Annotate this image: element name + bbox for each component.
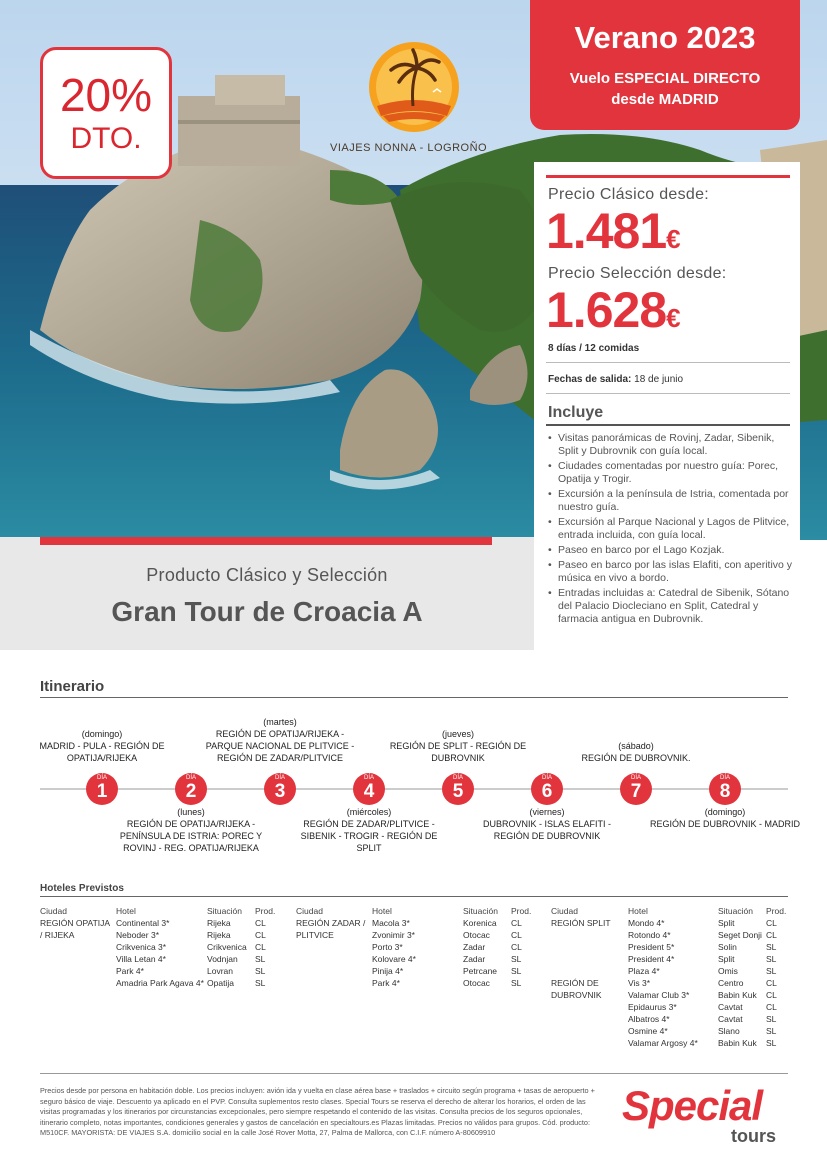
incluye-item: • Excursión al Parque Nacional y Lagos de Plitvice, entrada incluida, con guía local.: [548, 516, 793, 542]
day-7-weekday: (sábado): [618, 741, 654, 751]
itinerary-timeline: [40, 788, 788, 790]
price-seleccion: [546, 281, 680, 339]
hotels-group-3-location: Situación Split Seget Donji Solin Split Omis Centro Babin Kuk Cavtat Cavtat Slano Babin Kuk: [718, 906, 762, 1048]
departure-dates-value: 18 de junio: [634, 374, 684, 385]
title-band: [0, 537, 534, 650]
incluye-item: • Paseo en barco por las islas Elafiti, con aperitivo y música en vivo a bordo.: [548, 559, 793, 585]
day-8-route: REGIÓN DE DUBROVNIK - MADRID: [650, 819, 801, 829]
day-marker-8: DÍA 8: [709, 773, 741, 805]
hotels-group-1-city: Ciudad REGIÓN OPATIJA / RIJEKA: [40, 906, 110, 940]
agency-logo-icon: [367, 40, 461, 134]
brand-logo-tours: tours: [731, 1126, 776, 1146]
day-5-route: REGIÓN DE SPLIT - REGIÓN DE DUBROVNIK: [389, 741, 527, 763]
price-clasico: [546, 202, 680, 260]
day-4-route: REGIÓN DE ZADAR/PLITVICE - SIBENIK - TROGIR - REGIÓN DE SPLIT: [300, 819, 438, 853]
day-1-weekday: (domingo): [81, 729, 123, 739]
incluye-item: • Entradas incluidas a: Catedral de Sibenik, Sótano del Palacio Diocleciano en Split, Catedral y farmacia antigua en Dubrovnik.: [548, 587, 793, 626]
price-panel: [534, 162, 800, 650]
season-flight-line1: Vuelo ESPECIAL DIRECTO: [569, 70, 761, 87]
incluye-item: • Paseo en barco por el Lago Kozjak.: [548, 544, 793, 557]
day-3-route: REGIÓN DE OPATIJA/RIJEKA - PARQUE NACIONAL DE PLITVICE - REGIÓN DE ZADAR/PLITVICE: [205, 729, 355, 763]
hotels-group-1-product: Prod. CL CL CL SL SL SL: [255, 906, 276, 988]
departure-dates: [548, 374, 683, 385]
price-seleccion-value: 1.628: [546, 282, 667, 338]
day-6-info: [472, 806, 622, 842]
incluye-title: Incluye: [548, 404, 604, 421]
incluye-divider: [546, 424, 790, 426]
hotels-title: Hoteles Previstos: [40, 883, 124, 894]
day-2-info: [116, 806, 266, 854]
product-line: Producto Clásico y Selección: [146, 565, 388, 585]
discount-badge: [40, 47, 172, 179]
hotels-group-3-product: Prod. CL CL SL SL SL CL CL CL SL SL SL: [766, 906, 787, 1048]
day-marker-4: DÍA 4: [353, 773, 385, 805]
currency-symbol: €: [666, 303, 680, 333]
day-8-weekday: (domingo): [704, 807, 746, 817]
day-7-info: [561, 740, 711, 764]
brand-logo-special: Special: [622, 1082, 763, 1129]
tour-name: Gran Tour de Croacia A: [111, 596, 423, 627]
day-3-weekday: (martes): [263, 717, 297, 727]
footer-divider: [40, 1073, 788, 1074]
incluye-item: • Ciudades comentadas por nuestro guía: Porec, Opatija y Trogir.: [548, 460, 793, 486]
day-marker-2: DÍA 2: [175, 773, 207, 805]
day-4-weekday: (miércoles): [346, 807, 392, 817]
day-1-route: MADRID - PULA - REGIÓN DE OPATIJA/RIJEKA: [39, 741, 165, 763]
hotels-group-2-hotels: Hotel Macola 3* Zvonimir 3* Porto 3* Kolovare 4* Pinija 4* Park 4*: [372, 906, 416, 988]
day-5-info: [383, 728, 533, 764]
hotels-group-2-city: Ciudad REGIÓN ZADAR / PLITVICE: [296, 906, 366, 940]
itinerary-divider: [40, 697, 788, 698]
day-marker-5: DÍA 5: [442, 773, 474, 805]
day-8-info: [650, 806, 800, 830]
hotels-group-2-product: Prod. CL CL CL SL SL SL: [511, 906, 532, 988]
day-1-info: [27, 728, 177, 764]
day-marker-6: DÍA 6: [531, 773, 563, 805]
trip-duration: 8 días / 12 comidas: [548, 343, 640, 354]
day-2-weekday: (lunes): [177, 807, 205, 817]
price-clasico-label: Precio Clásico desde:: [548, 186, 710, 203]
discount-percent: 20%: [59, 69, 153, 121]
day-2-route: REGIÓN DE OPATIJA/RIJEKA - PENÍNSULA DE ISTRIA: POREC Y ROVINJ - REG. OPATIJA/RIJEKA: [119, 819, 263, 853]
price-seleccion-label: Precio Selección desde:: [548, 265, 727, 282]
incluye-item: • Visitas panorámicas de Rovinj, Zadar, Sibenik, Split y Dubrovnik con guía local.: [548, 432, 793, 458]
legal-text: Precios desde por persona en habitación doble. Los precios incluyen: avión ida y vuelta en clase aérea base + traslados + circuito según programa + tasas de aeropuerto + seguro básico de viaje. Descuento ya aplicado en el PVP. Consulta suplementos resto clases. Special Tours se reserva el derecho de alterar los horarios, el orden de las visitas programadas y los itinerarios por circunstancias excepcionales, pero siempre respetando el contenido de las visitas. Consulta precios de los seguros opcionales, itinerario completo, notas importantes, condiciones generales y gastos de cancelación en specialtours.es Plazas limitadas. Precios no válidos para grupos. Cód. producto: M510CF. MAYORISTA: DE VIAJES S.A. domicilio social en la calle José Rover Motta, 27, Palma de Mallorca, con C.I.F. número A-80609910: [40, 1086, 595, 1137]
day-3-info: [205, 716, 355, 764]
hotels-group-3-hotels: Hotel Mondo 4* Rotondo 4* President 5* President 4* Plaza 4* Vis 3* Valamar Club 3* Epidaurus 3* Albatros 4* Osmine 4* Valamar Argosy 4*: [628, 906, 698, 1048]
day-5-weekday: (jueves): [441, 729, 474, 739]
day-marker-3: DÍA 3: [264, 773, 296, 805]
day-4-info: [294, 806, 444, 854]
season-title: Verano 2023: [574, 20, 756, 55]
day-marker-7: DÍA 7: [620, 773, 652, 805]
day-6-route: DUBROVNIK - ISLAS ELAFITI - REGIÓN DE DUBROVNIK: [482, 819, 612, 841]
panel-divider: [546, 393, 790, 394]
agency-name: VIAJES NONNA - LOGROÑO: [330, 142, 488, 154]
itinerary-title: Itinerario: [40, 678, 105, 695]
panel-divider: [546, 175, 790, 178]
incluye-item: • Excursión a la península de Istria, comentada por nuestro guía.: [548, 488, 793, 514]
hotels-group-1-location: Situación Rijeka Rijeka Crikvenica Vodnjan Lovran Opatija: [207, 906, 247, 988]
panel-divider: [546, 362, 790, 363]
accent-bar: [40, 537, 492, 545]
price-clasico-value: 1.481: [546, 203, 667, 259]
hotels-divider: [40, 896, 788, 897]
season-banner: [530, 0, 800, 130]
day-marker-1: DÍA 1: [86, 773, 118, 805]
hotels-group-3-city: Ciudad REGIÓN SPLIT REGIÓN DE DUBROVNIK: [551, 906, 611, 1000]
day-6-weekday: (viernes): [529, 807, 565, 817]
season-flight-line2: desde MADRID: [611, 91, 719, 108]
day-7-route: REGIÓN DE DUBROVNIK.: [581, 753, 691, 763]
hotels-group-2-location: Situación Korenica Otocac Zadar Zadar Petrcane Otocac: [463, 906, 498, 988]
hotels-group-1-hotels: Hotel Continental 3* Neboder 3* Crikvenica 3* Villa Letan 4* Park 4* Amadria Park Agava 4*: [116, 906, 204, 988]
currency-symbol: €: [666, 224, 680, 254]
incluye-list: [548, 432, 793, 628]
discount-label: DTO.: [70, 122, 142, 155]
departure-dates-label: Fechas de salida:: [548, 374, 632, 385]
